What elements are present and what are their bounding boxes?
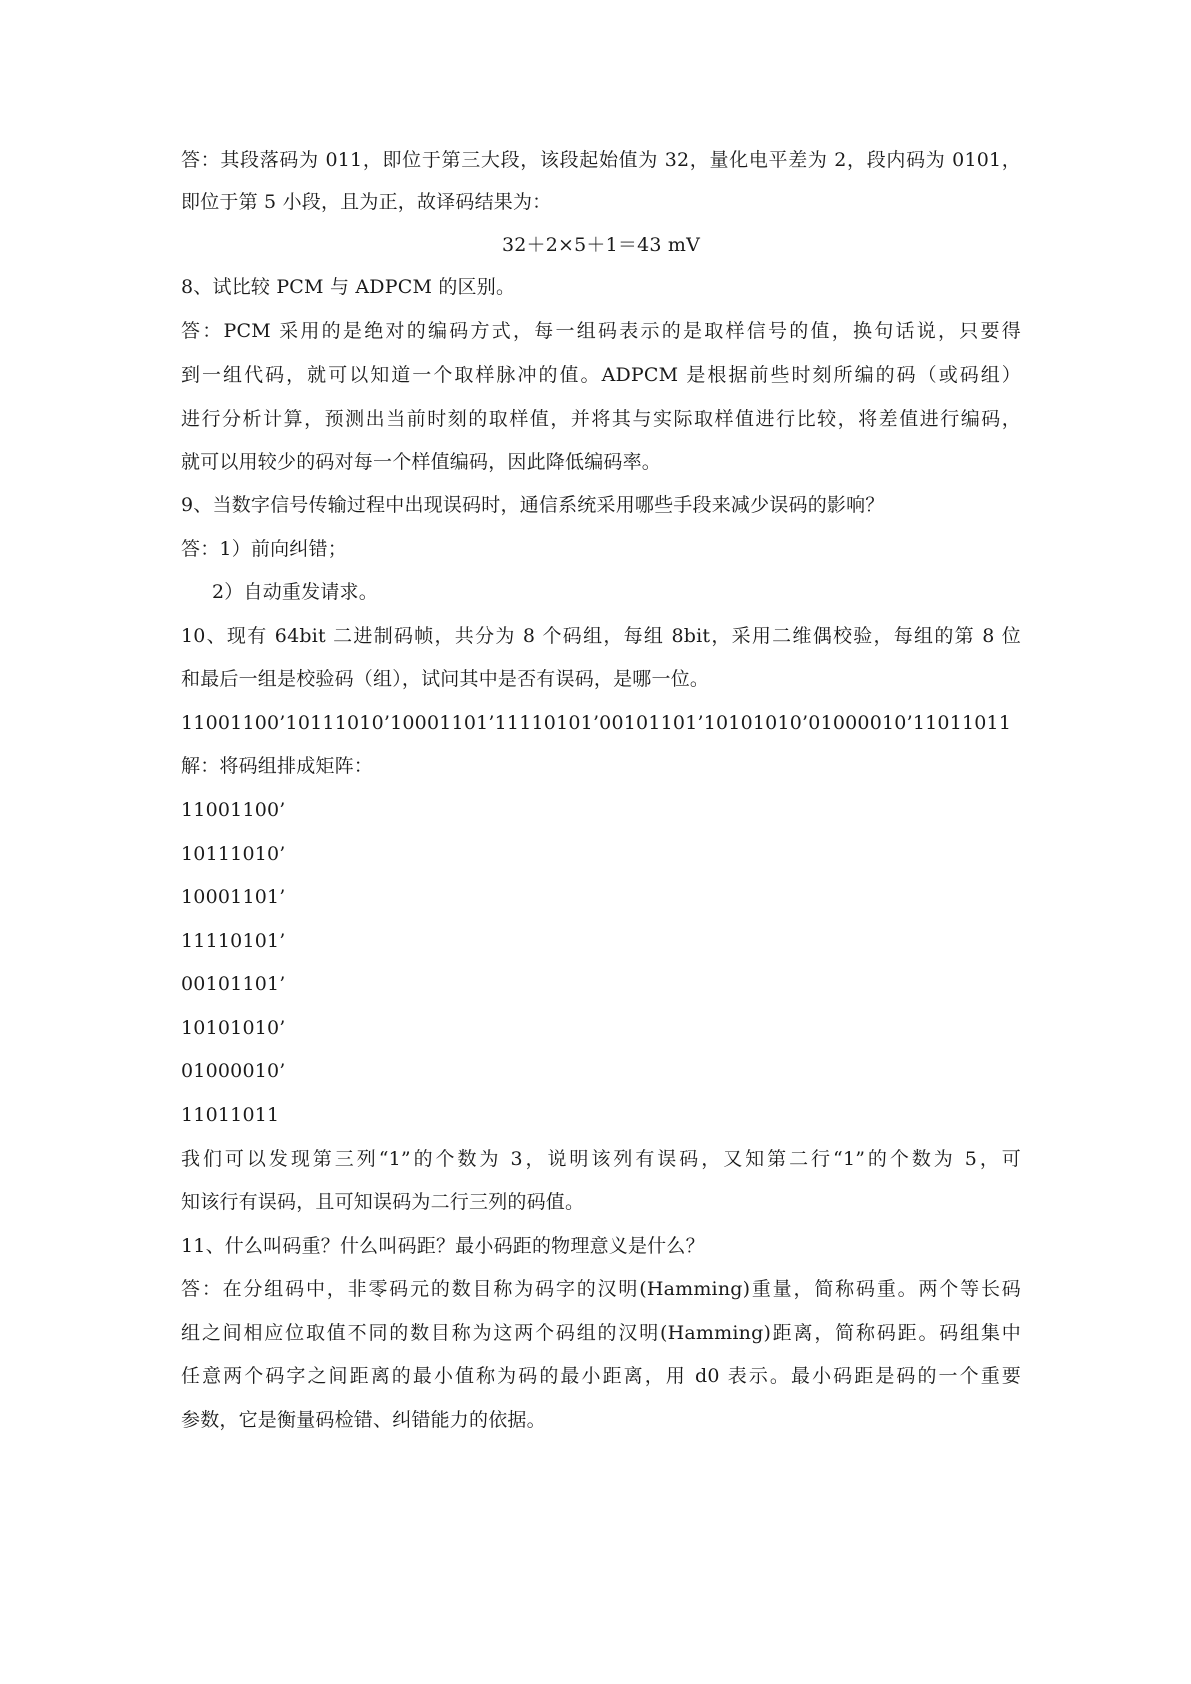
matrix-row: 00101101’	[181, 973, 286, 995]
text-line: 知该行有误码，且可知误码为二行三列的码值。	[181, 1191, 585, 1213]
matrix-row: 10111010’	[181, 843, 286, 865]
question-heading: 11、什么叫码重？什么叫码距？最小码距的物理意义是什么？	[181, 1235, 705, 1257]
text-line: 我们可以发现第三列“1”的个数为 3，说明该列有误码，又知第二行“1”的个数为 5，可	[181, 1148, 1021, 1170]
text-line: 答：在分组码中，非零码元的数目称为码字的汉明(Hamming)重量，简称码重。两个等长码	[181, 1278, 1021, 1300]
text-line: 到一组代码，就可以知道一个取样脉冲的值。ADPCM 是根据前些时刻所编的码（或码组）	[181, 364, 1021, 386]
code-frame: 11001100’10111010’10001101’11110101’00101101’10101010’01000010’11011011	[181, 712, 1012, 734]
text-line: 2）自动重发请求。	[212, 581, 378, 603]
text-line: 和最后一组是校验码（组），试问其中是否有误码，是哪一位。	[181, 668, 710, 690]
text-line: 答：其段落码为 011，即位于第三大段，该段起始值为 32，量化电平差为 2，段内码为 0101，	[181, 149, 1021, 171]
text-line: 答：PCM 采用的是绝对的编码方式，每一组码表示的是取样信号的值，换句话说，只要得	[181, 320, 1021, 342]
matrix-row: 11001100’	[181, 799, 286, 821]
text-line: 就可以用较少的码对每一个样值编码，因此降低编码率。	[181, 451, 662, 473]
text-line: 组之间相应位取值不同的数目称为这两个码组的汉明(Hamming)距离，简称码距。码组集中	[181, 1322, 1021, 1344]
text-line: 任意两个码字之间距离的最小值称为码的最小距离，用 d0 表示。最小码距是码的一个重要	[181, 1365, 1021, 1387]
matrix-row: 10101010’	[181, 1017, 286, 1039]
matrix-row: 11110101’	[181, 930, 286, 952]
text-line: 即位于第 5 小段，且为正，故译码结果为：	[181, 191, 552, 213]
text-line: 进行分析计算，预测出当前时刻的取样值，并将其与实际取样值进行比较，将差值进行编码，	[181, 408, 1021, 430]
question-heading: 8、试比较 PCM 与 ADPCM 的区别。	[181, 276, 516, 298]
question-heading: 9、当数字信号传输过程中出现误码时，通信系统采用哪些手段来减少误码的影响？	[181, 494, 885, 516]
matrix-row: 11011011	[181, 1104, 280, 1126]
question-heading: 10、现有 64bit 二进制码帧，共分为 8 个码组，每组 8bit，采用二维偶校验，每组的第 8 位	[181, 625, 1021, 647]
text-line: 答：1）前向纠错；	[181, 538, 347, 560]
text-line: 解：将码组排成矩阵：	[181, 755, 374, 777]
formula: 32＋2×5＋1＝43 mV	[501, 234, 701, 256]
matrix-row: 10001101’	[181, 886, 286, 908]
matrix-row: 01000010’	[181, 1060, 286, 1082]
text-line: 参数，它是衡量码检错、纠错能力的依据。	[181, 1409, 546, 1431]
